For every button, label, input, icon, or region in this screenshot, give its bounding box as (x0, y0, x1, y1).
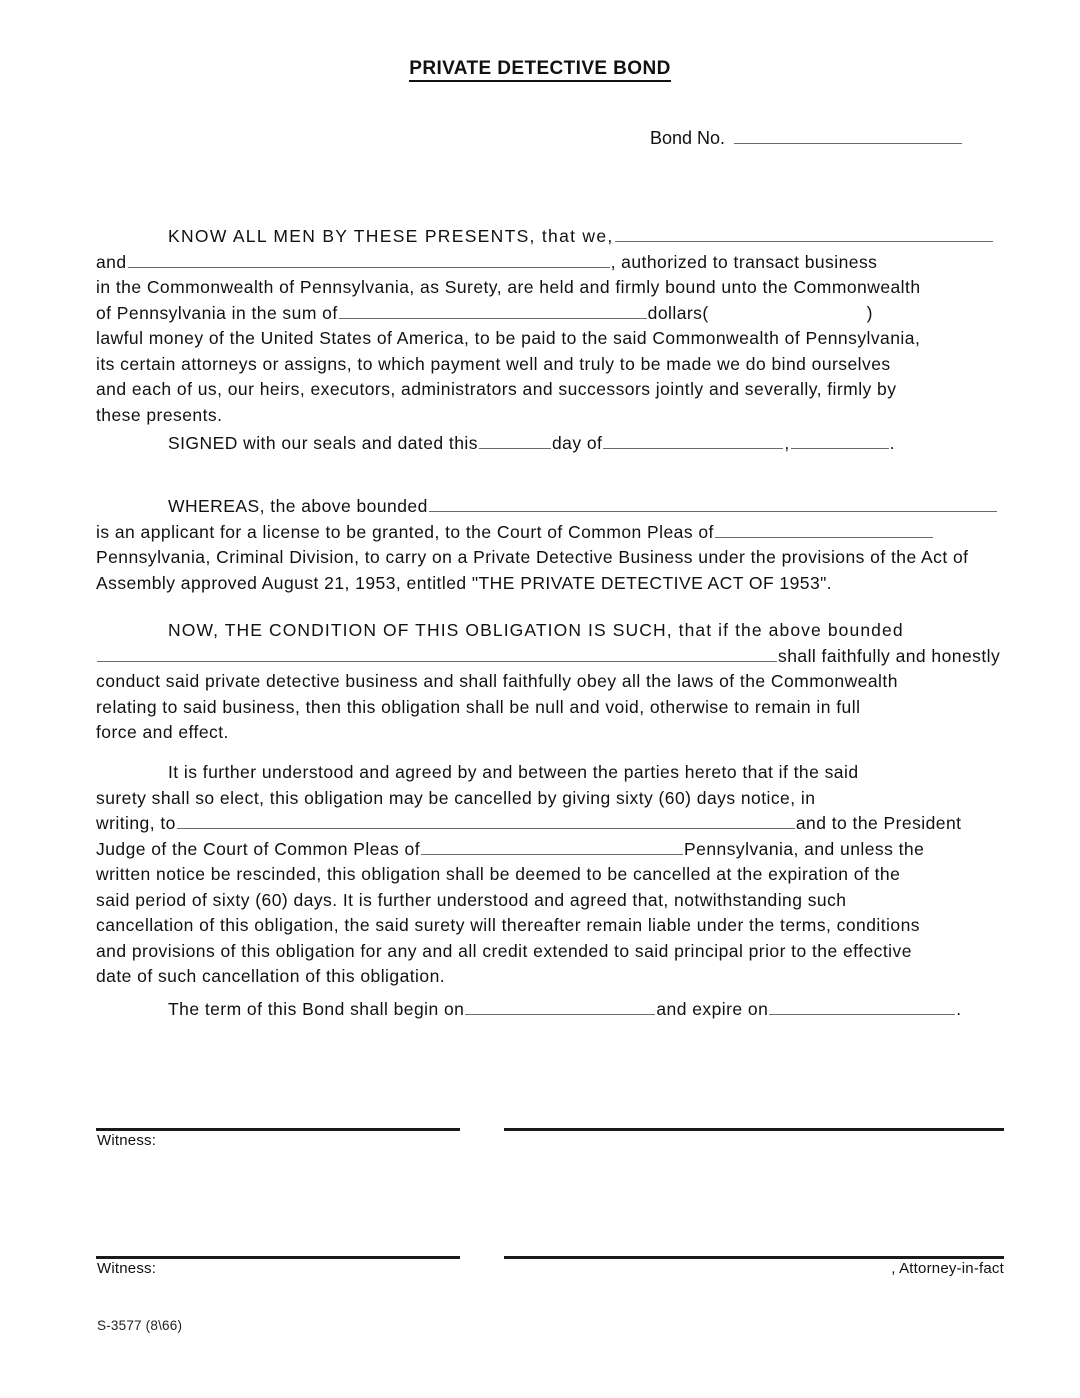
body-line: relating to said business, then this obligation shall be null and void, otherwise to remain in full (96, 696, 861, 717)
witness-label-2: Witness: (97, 1260, 157, 1277)
principal-signature-line[interactable] (504, 1128, 1004, 1131)
signed-year-input[interactable] (791, 433, 889, 449)
paragraph-whereas (96, 494, 998, 596)
body-line (96, 997, 962, 1023)
body-line: force and effect. (96, 722, 229, 742)
condition-bounded-input[interactable] (97, 646, 777, 662)
body-line (96, 644, 1000, 670)
body-line: Pennsylvania, Criminal Division, to carry on a Private Detective Business under the provisions of the Act of (96, 547, 969, 567)
faithfully-label: shall faithfully and honestly (778, 645, 1001, 666)
body-line: surety shall so elect, this obligation may be cancelled by giving sixty (60) days notice, in (96, 787, 816, 808)
paragraph-condition (96, 618, 1000, 746)
signed-day-input[interactable] (479, 433, 551, 449)
page-title-text: PRIVATE DETECTIVE BOND (409, 58, 670, 82)
paragraph-cancellation (96, 760, 961, 990)
attorney-signature-line[interactable] (504, 1256, 1004, 1259)
authorized-text: , authorized to transact business (610, 251, 878, 272)
sum-label: of Pennsylvania in the sum of (96, 302, 338, 323)
term-expire-input[interactable] (769, 999, 955, 1015)
body-line (96, 811, 961, 837)
term-expire-label: and expire on (656, 999, 769, 1019)
witness-label-1: Witness: (97, 1132, 157, 1149)
body-line: these presents. (96, 404, 223, 425)
body-line (96, 618, 1000, 644)
body-line (96, 250, 994, 276)
body-line: written notice be rescinded, this obligation shall be deemed to be cancelled at the expiration of the (96, 864, 901, 884)
body-line: said period of sixty (60) days. It is further understood and agreed that, notwithstanding such (96, 889, 847, 910)
body-line: conduct said private detective business and shall faithfully obey all the laws of the Commonwealth (96, 671, 898, 691)
applicant-label: is an applicant for a license to be granted, to the Court of Common Pleas of (96, 521, 714, 542)
paragraph-know-all-men (96, 224, 994, 428)
and-label: and (96, 251, 127, 272)
pennsylvania-label: Pennsylvania, and unless the (684, 838, 925, 859)
body-line: and provisions of this obligation for any and all credit extended to said principal prior to the effective (96, 940, 912, 961)
principal-name-input[interactable] (615, 226, 993, 242)
judge-county-input[interactable] (421, 839, 683, 855)
signed-label: SIGNED with our seals and dated this (168, 433, 478, 453)
judge-court-label: Judge of the Court of Common Pleas of (96, 838, 421, 859)
bond-number-label: Bond No. (650, 128, 726, 148)
dollars-open-label: dollars( (647, 302, 709, 323)
bond-number-input[interactable] (734, 128, 962, 144)
witness-signature-line-1[interactable] (96, 1128, 460, 1131)
comma-label: , (784, 433, 790, 453)
body-line (96, 301, 994, 327)
court-county-input[interactable] (715, 522, 933, 538)
paragraph-bond-term (96, 997, 962, 1023)
president-label: and to the President (795, 813, 962, 833)
dollars-close-label: ) (866, 302, 873, 323)
whereas-bounded-input[interactable] (429, 496, 997, 512)
term-period-label: . (956, 999, 962, 1019)
period-label: . (889, 433, 895, 453)
paragraph-signed-dated (96, 431, 895, 457)
body-line (96, 431, 895, 457)
sum-words-input[interactable] (339, 303, 647, 319)
witness-signature-line-2[interactable] (96, 1256, 460, 1259)
term-begin-input[interactable] (465, 999, 655, 1015)
writing-to-label: writing, to (96, 813, 176, 833)
day-of-label: day of (551, 433, 603, 453)
body-line: and each of us, our heirs, executors, administrators and successors jointly and severally, firmly by (96, 379, 897, 399)
body-line: lawful money of the United States of America, to be paid to the said Commonwealth of Pennsylvania, (96, 328, 921, 348)
form-code: S-3577 (8\66) (97, 1318, 183, 1333)
body-line (96, 837, 961, 863)
body-line: date of such cancellation of this obligation. (96, 966, 446, 986)
body-line: Assembly approved August 21, 1953, entitled "THE PRIVATE DETECTIVE ACT OF 1953". (96, 572, 833, 593)
body-line (96, 224, 994, 250)
body-line (96, 494, 998, 520)
term-begin-label: The term of this Bond shall begin on (168, 999, 465, 1019)
body-line: its certain attorneys or assigns, to which payment well and truly to be made we do bind ourselves (96, 353, 891, 374)
body-line: in the Commonwealth of Pennsylvania, as Surety, are held and firmly bound unto the Commonwealth (96, 277, 921, 297)
notice-recipient-input[interactable] (177, 813, 795, 829)
attorney-in-fact-label: , Attorney-in-fact (891, 1260, 1004, 1277)
body-line: cancellation of this obligation, the said surety will thereafter remain liable under the terms, conditions (96, 915, 920, 935)
bond-number-row (650, 128, 963, 149)
page-title (0, 58, 1080, 80)
know-all-men-heading: KNOW ALL MEN BY THESE PRESENTS, that we, (168, 226, 614, 246)
condition-heading: NOW, THE CONDITION OF THIS OBLIGATION IS SUCH, that if the above bounded (168, 620, 904, 640)
further-understood-text: It is further understood and agreed by and between the parties hereto that if the said (168, 762, 859, 782)
whereas-label: WHEREAS, the above bounded (168, 496, 428, 516)
surety-name-input[interactable] (128, 252, 610, 268)
body-line (96, 520, 998, 546)
body-line (96, 760, 961, 786)
signed-month-input[interactable] (603, 433, 783, 449)
